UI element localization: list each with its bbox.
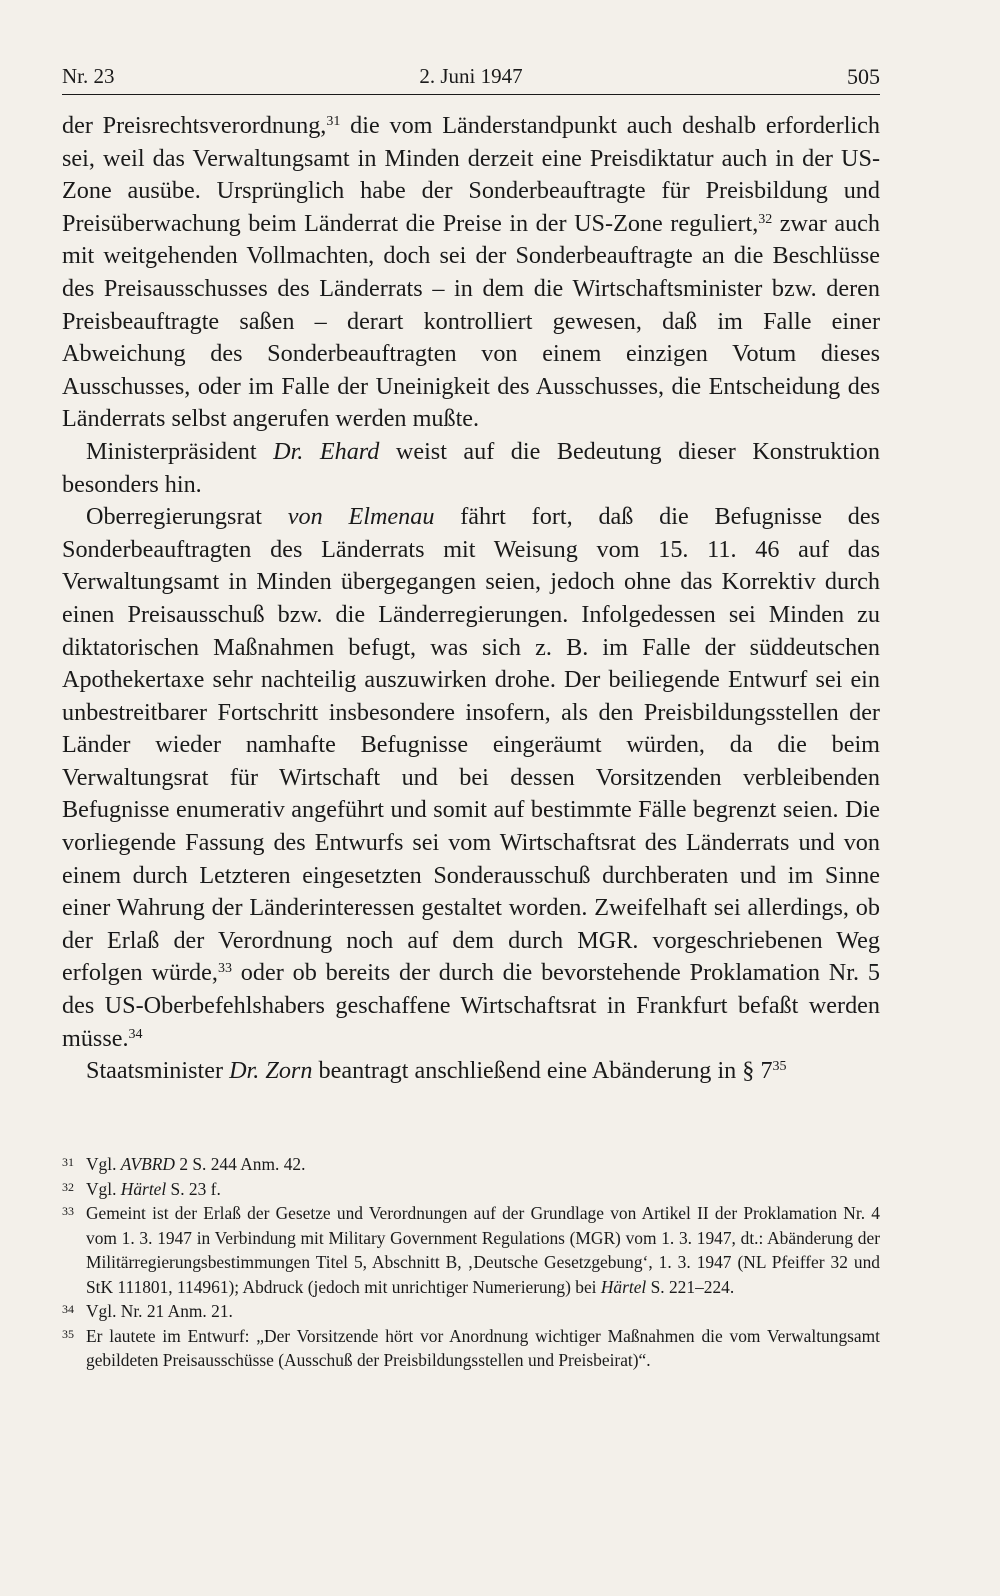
paragraph xyxy=(62,501,880,1055)
text-run: Er lautete im Entwurf: „Der Vorsitzende hört vor Anordnung wichtiger Maßnahmen die vom Verwaltungsamt gebildeten Preisausschüsse (Ausschuß der Preisbildungsstellen und Preisbeirat)“. xyxy=(86,1325,880,1370)
italic-name: Dr. Ehard xyxy=(273,437,380,465)
footnote xyxy=(62,1201,880,1299)
text-run: weist auf die Bedeutung dieser Konstruktion besonders hin. xyxy=(62,437,880,498)
text-run: Vgl. xyxy=(86,1154,121,1174)
paragraph xyxy=(62,436,880,501)
document-number: Nr. 23 xyxy=(62,64,115,88)
paragraph xyxy=(62,110,880,436)
italic-name: von Elmenau xyxy=(287,503,435,531)
footnote-reference: 34 xyxy=(128,1026,143,1042)
italic-name: Härtel xyxy=(600,1276,647,1297)
text-run: 2 S. 244 Anm. 42. xyxy=(174,1154,306,1174)
text-run: S. 221–224. xyxy=(646,1276,735,1297)
text-run: Oberregierungsrat xyxy=(86,503,288,531)
italic-name: AVBRD xyxy=(120,1154,175,1174)
footnote xyxy=(62,1152,880,1177)
paragraph xyxy=(62,1055,880,1088)
text-run: S. 23 f. xyxy=(166,1178,221,1199)
text-run: Gemeint ist der Erlaß der Gesetze und Verordnungen auf der Grundlage von Artikel II der Proklamation Nr. 4 vom 1. 3. 1947 in Verbindung mit Military Government Regulations (MGR) vom 1. 3. 1947, dt.: Abänderung der Militärregierungsbestimmungen Titel 5, Abschnitt B, ‚Deutsche Gesetzgebung‘, 1. 3. 1947 (NL Pfeiffer 32 und StK 111801, 114961); Abdruck (jedoch mit unrichtiger Numerierung) bei xyxy=(86,1203,880,1297)
footnote xyxy=(62,1177,880,1202)
footnotes xyxy=(62,1152,880,1373)
text-run: zwar auch mit weitgehenden Vollmachten, doch sei der Sonderbeauftragte an die Beschlüsse des Preisausschusses des Länderrats – in dem die Wirtschaftsminister bzw. deren Preisbeauftragte saßen – derart kontrolliert gewesen, daß im Falle einer Abweichung des Sonderbeauftragten von einem einzigen Votum dieses Ausschusses, oder im Falle der Uneinigkeit des Ausschusses, die Entscheidung des Länderrats selbst angerufen werden mußte. xyxy=(62,209,880,433)
text-run: Ministerpräsident xyxy=(86,437,274,465)
text-run: die vom Länderstandpunkt auch deshalb erforderlich sei, weil das Verwaltungsamt in Minden derzeit eine Preisdiktatur auch in der US-Zone ausübe. Ursprünglich habe der Sonderbeauftragte für Preisbildung und Preisüberwachung beim Länderrat die Preise in der US-Zone reguliert, xyxy=(62,112,880,237)
footnote-reference: 35 xyxy=(772,1059,787,1075)
running-header xyxy=(62,58,880,95)
footnote-reference: 31 xyxy=(326,114,341,129)
footnote xyxy=(62,1299,880,1324)
header-date: 2. Juni 1947 xyxy=(419,64,523,88)
footnote-number: 32 xyxy=(62,1179,74,1194)
footnote-reference: 33 xyxy=(217,961,232,977)
text-run: Vgl. Nr. 21 Anm. 21. xyxy=(86,1301,233,1321)
footnote xyxy=(62,1324,880,1373)
text-run: Staatsminister xyxy=(86,1057,230,1085)
footnote-number: 33 xyxy=(62,1204,74,1218)
footnote-number: 34 xyxy=(62,1302,74,1316)
footnote-number: 31 xyxy=(62,1155,74,1169)
body-text xyxy=(62,110,880,1088)
footnote-number: 35 xyxy=(62,1326,74,1341)
footnote-reference: 32 xyxy=(758,211,773,227)
text-run: fährt fort, daß die Befugnisse des Sonderbeauftragten des Länderrats mit Weisung vom 15. 11. 46 auf das Verwaltungsamt in Minden übergegangen seien, jedoch ohne das Korrektiv durch einen Preisausschuß bzw. die Länderregierungen. Infolgedessen sei Minden zu diktatorischen Maßnahmen befugt, was sich z. B. im Falle der süddeutschen Apothekertaxe sehr nachteilig auszuwirken drohe. Der beiliegende Entwurf sei ein unbestreitbarer Fortschritt insbesondere insofern, als den Preisbildungsstellen der Länder wieder namhafte Befugnisse eingeräumt würden, da die beim Verwaltungsrat für Wirtschaft und bei dessen Vorsitzenden verbleibenden Befugnisse enumerativ angeführt und somit auf bestimmte Fälle begrenzt seien. Die vorliegende Fassung des Entwurfs sei vom Wirtschaftsrat des Länderrats und von einem durch Letzteren eingesetzten Sonderausschuß durchberaten und im Sinne einer Wahrung der Länderinteressen gestaltet worden. Zweifelhaft sei allerdings, ob der Erlaß der Verordnung noch auf dem durch MGR. vorgeschriebenen Weg erfolgen würde, xyxy=(62,503,881,987)
page-number: 505 xyxy=(847,64,880,89)
text-run: Vgl. xyxy=(86,1178,121,1199)
text-run: der Preisrechtsverordnung, xyxy=(62,112,327,139)
text-run: oder ob bereits der durch die bevorstehende Proklamation Nr. 5 des US-Oberbefehlshabers geschaffene Wirtschaftsrat in Frankfurt befaßt werden müsse. xyxy=(62,959,880,1052)
italic-name: Dr. Zorn xyxy=(229,1057,313,1085)
text-run: beantragt anschließend eine Abänderung in § 7 xyxy=(312,1057,773,1085)
italic-name: Härtel xyxy=(120,1178,167,1199)
